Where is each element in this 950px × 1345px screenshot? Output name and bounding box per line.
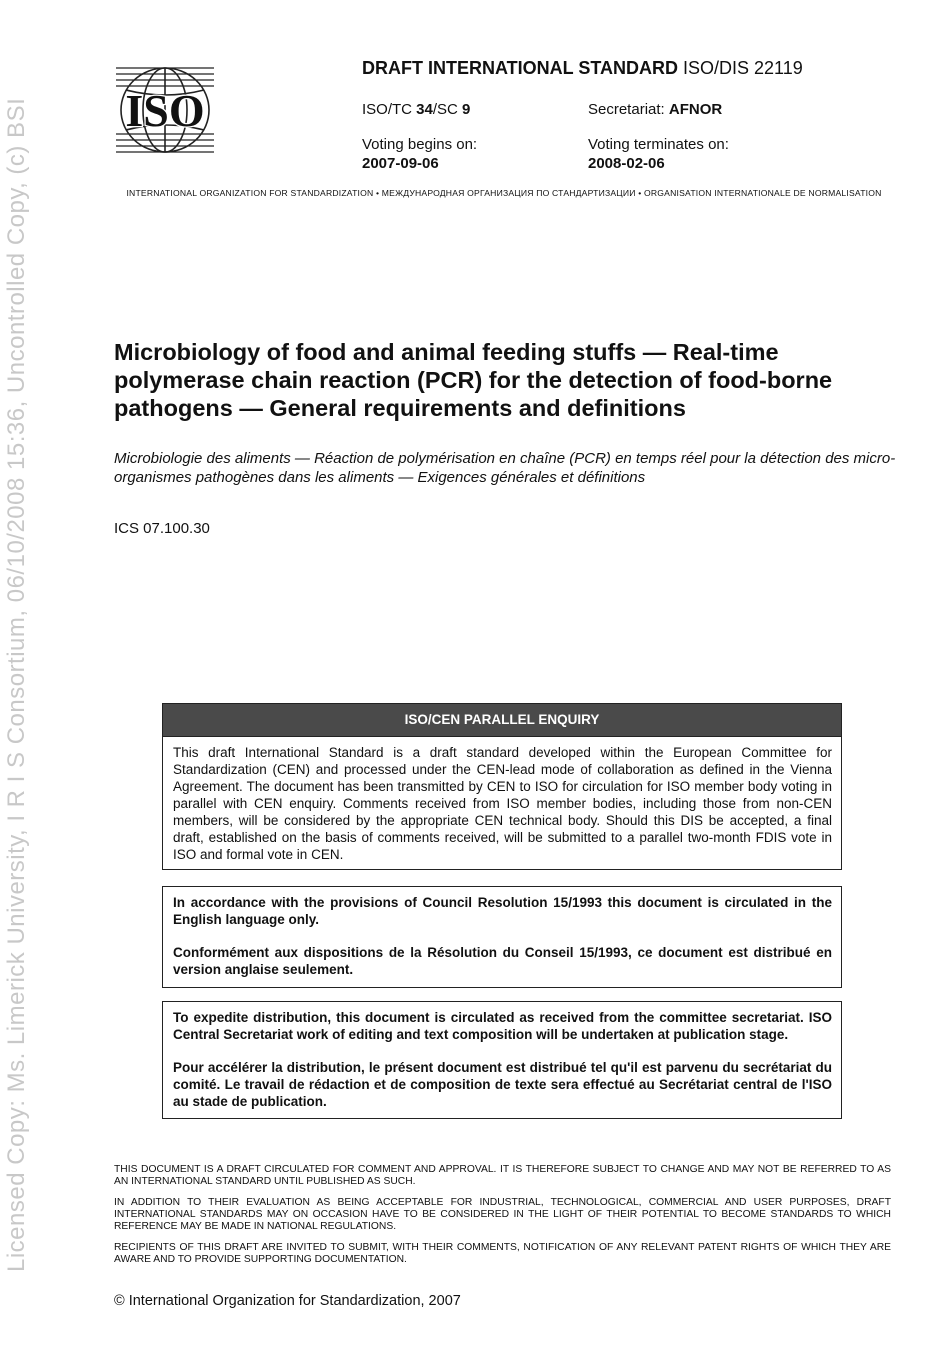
title-french: Microbiologie des aliments — Réaction de polymérisation en chaîne (PCR) en temps réel pour la détection des micro-organismes pathogènes dans les aliments — Exigences générales et définitions bbox=[114, 450, 896, 486]
draft-standard-label: DRAFT INTERNATIONAL STANDARD bbox=[362, 58, 678, 78]
copyright-notice: © International Organization for Standardization, 2007 bbox=[114, 1293, 461, 1309]
parallel-enquiry-header: ISO/CEN PARALLEL ENQUIRY bbox=[163, 704, 841, 737]
distribution-notice-en: To expedite distribution, this document is circulated as received from the committee secretariat. ISO Central Secretariat work of editing and text composition will be undertaken at publication stage. bbox=[173, 1010, 832, 1042]
disclaimer-3: RECIPIENTS OF THIS DRAFT ARE INVITED TO SUBMIT, WITH THEIR COMMENTS, NOTIFICATION OF ANY RELEVANT PATENT RIGHTS OF WHICH THEY ARE AWARE AND TO PROVIDE SUPPORTING DOCUMENTATION. bbox=[114, 1242, 891, 1266]
voting-terminates: Voting terminates on: 2008-02-06 bbox=[588, 136, 729, 172]
parallel-enquiry-box bbox=[162, 703, 842, 870]
secretariat: Secretariat: AFNOR bbox=[588, 101, 723, 118]
voting-begins: Voting begins on: 2007-09-06 bbox=[362, 136, 478, 172]
logo-text: ISO bbox=[125, 85, 205, 136]
document-type-heading bbox=[362, 58, 803, 79]
iso-globe-logo-icon bbox=[114, 64, 216, 160]
voting-terminates-date: 2008-02-06 bbox=[588, 155, 665, 172]
watermark: Licensed Copy: Ms. Limerick University, I R I S Consortium, 06/10/2008 15:36, Uncontrolled Copy, (c) BSI bbox=[3, 97, 30, 1272]
distribution-notice-fr: Pour accélérer la distribution, le présent document est distribué tel qu'il est parvenu du secrétariat du comité. Le travail de rédaction et de composition de texte sera effectué au Secrétariat central de l'ISO au stade de publication. bbox=[173, 1060, 832, 1109]
parallel-enquiry-text: This draft International Standard is a draft standard developed within the European Committee for Standardization (CEN) and processed under the CEN-lead mode of collaboration as defined in the Vienna Agreement. The document has been transmitted by CEN to ISO for circulation for ISO member body voting in parallel with CEN enquiry. Comments received from ISO member bodies, including those from non-CEN members, will be considered by the appropriate CEN technical body. Should this DIS be accepted, a final draft, established on the basis of comments received, will be submitted to a parallel two-month FDIS vote in ISO and formal vote in CEN. bbox=[173, 745, 832, 862]
organization-line: INTERNATIONAL ORGANIZATION FOR STANDARDIZATION • МЕЖДУНАРОДНАЯ ОРГАНИЗАЦИЯ ПО СТАНДАРТИЗАЦИИ • ORGANISATION INTERNATIONALE DE NORMALISATION bbox=[126, 188, 882, 198]
distribution-notice-box bbox=[162, 1001, 842, 1119]
disclaimer-1: THIS DOCUMENT IS A DRAFT CIRCULATED FOR COMMENT AND APPROVAL. IT IS THEREFORE SUBJECT TO CHANGE AND MAY NOT BE REFERRED TO AS AN INTERNATIONAL STANDARD UNTIL PUBLISHED AS SUCH. bbox=[114, 1164, 891, 1188]
voting-begins-date: 2007-09-06 bbox=[362, 155, 439, 172]
ics-code: ICS 07.100.30 bbox=[114, 520, 210, 537]
disclaimer-2: IN ADDITION TO THEIR EVALUATION AS BEING ACCEPTABLE FOR INDUSTRIAL, TECHNOLOGICAL, COMMERCIAL AND USER PURPOSES, DRAFT INTERNATIONAL STANDARDS MAY ON OCCASION HAVE TO BE CONSIDERED IN THE LIGHT OF THEIR POTENTIAL TO BECOME STANDARDS TO WHICH REFERENCE MAY BE MADE IN NATIONAL REGULATIONS. bbox=[114, 1197, 891, 1233]
title-english: Microbiology of food and animal feeding stuffs — Real-time polymerase chain reaction (PCR) for the detection of food-borne pathogens — General requirements and definitions bbox=[114, 339, 833, 421]
language-notice-en: In accordance with the provisions of Council Resolution 15/1993 this document is circulated in the English language only. bbox=[173, 895, 832, 927]
language-notice-box bbox=[162, 886, 842, 988]
committee-ref: ISO/TC 34/SC 9 bbox=[362, 101, 471, 118]
document-number: ISO/DIS 22119 bbox=[683, 58, 803, 78]
language-notice-fr: Conformément aux dispositions de la Résolution du Conseil 15/1993, ce document est distribué en version anglaise seulement. bbox=[173, 945, 832, 977]
iso-logo bbox=[114, 64, 216, 160]
